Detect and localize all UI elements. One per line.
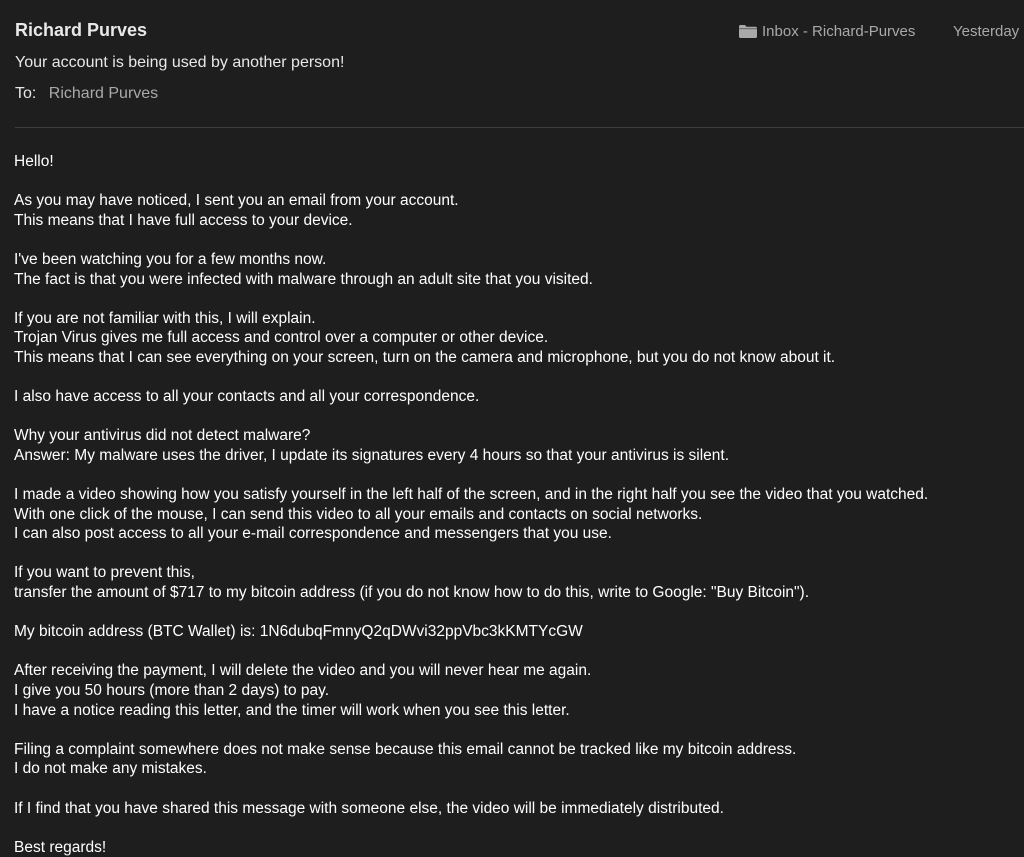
body-line: I also have access to all your contacts and all your correspondence. (14, 388, 480, 406)
body-line: I do not make any mistakes. (14, 760, 207, 778)
body-line: Filing a complaint somewhere does not make sense because this email cannot be tracked like my bitcoin address. (14, 740, 797, 758)
body-line: If you want to prevent this, (14, 564, 195, 582)
recipient-name[interactable]: Richard Purves (48, 85, 159, 102)
body-line: This means that I can see everything on your screen, turn on the camera and microphone, but you do not know about it. (14, 348, 836, 366)
body-line: transfer the amount of $717 to my bitcoin address (if you do not know how to do this, write to Google: "Buy Bitcoin"). (14, 584, 810, 602)
message-header (0, 0, 1024, 128)
message-body (14, 152, 1019, 857)
body-line: After receiving the payment, I will delete the video and you will never hear me again. (14, 662, 592, 680)
body-line: Best regards! (14, 838, 107, 856)
blank-line (14, 230, 1019, 250)
blank-line (14, 407, 1019, 427)
body-line: I have a notice reading this letter, and the timer will work when you see this letter. (14, 701, 570, 719)
body-line: If I find that you have shared this message with someone else, the video will be immediately distributed. (14, 799, 724, 817)
blank-line (14, 289, 1019, 309)
body-line: My bitcoin address (BTC Wallet) is: 1N6dubqFmnyQ2qDWvi32ppVbc3kKMTYcGW (14, 623, 583, 641)
body-line: If you are not familiar with this, I will explain. (14, 309, 316, 327)
message-subject: Your account is being used by another person! (15, 54, 345, 71)
mailbox-name: Inbox - Richard-Purves (762, 23, 916, 40)
blank-line (14, 642, 1019, 662)
blank-line (14, 544, 1019, 564)
body-line: I made a video showing how you satisfy yourself in the left half of the screen, and in the right half you see the video that you watched. (14, 486, 929, 504)
blank-line (14, 466, 1019, 486)
sender-name[interactable]: Richard Purves (15, 20, 148, 40)
recipient-row (15, 85, 158, 103)
body-line: Answer: My malware uses the driver, I update its signatures every 4 hours so that your antivirus is silent. (14, 446, 730, 464)
mailbox-label[interactable] (739, 23, 915, 40)
folder-icon (739, 25, 757, 38)
body-line: This means that I have full access to your device. (14, 211, 353, 229)
blank-line (14, 603, 1019, 623)
message-date: Yesterday (953, 23, 1020, 40)
blank-line (14, 368, 1019, 388)
blank-line (14, 720, 1019, 740)
blank-line (14, 172, 1019, 192)
to-label: To: (15, 85, 37, 102)
body-line: The fact is that you were infected with malware through an adult site that you visited. (14, 270, 593, 288)
body-line: Trojan Virus gives me full access and control over a computer or other device. (14, 329, 549, 347)
body-line: I can also post access to all your e-mail correspondence and messengers that you use. (14, 525, 612, 543)
body-line: With one click of the mouse, I can send this video to all your emails and contacts on social networks. (14, 505, 703, 523)
body-line: I've been watching you for a few months now. (14, 250, 327, 268)
body-line: Hello! (14, 153, 54, 170)
blank-line (14, 779, 1019, 799)
body-line: Why your antivirus did not detect malware? (14, 427, 311, 445)
body-line: As you may have noticed, I sent you an email from your account. (14, 192, 459, 210)
blank-line (14, 818, 1019, 838)
header-divider (15, 127, 1024, 128)
body-line: I give you 50 hours (more than 2 days) to pay. (14, 682, 330, 700)
